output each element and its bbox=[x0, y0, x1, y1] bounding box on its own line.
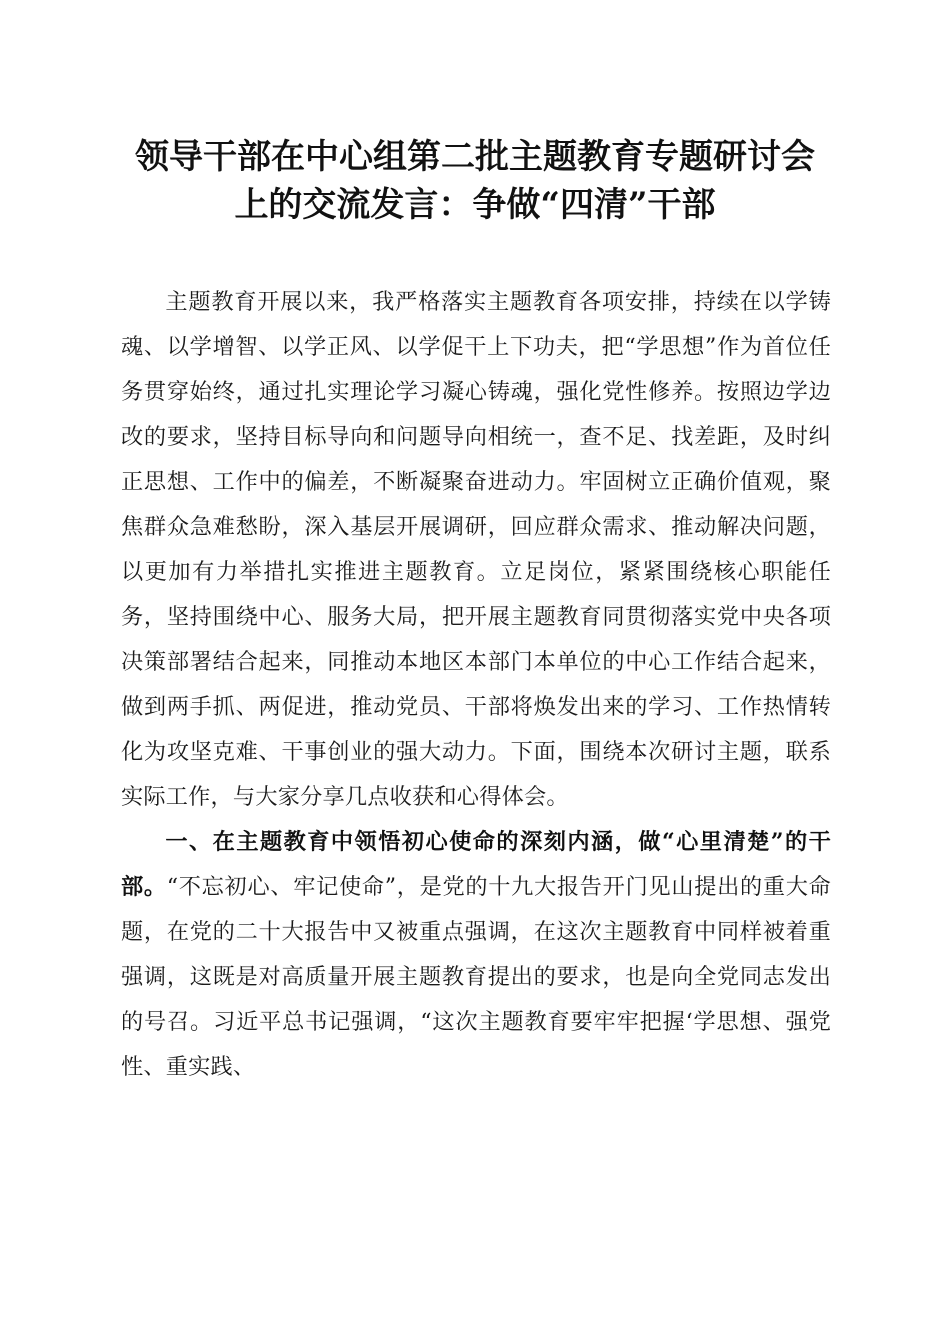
section-1-text: “不忘初心、牢记使命”，是党的十九大报告开门见山提出的重大命题，在党的二十大报告中又被重点强调，在这次主题教育中同样被着重强调，这既是对高质量开展主题教育提出的要求，也是向全党同志发出的号召。习近平总书记强调，“这次主题教育要牢牢把握‘学思想、强党性、重实践、 bbox=[121, 874, 831, 1080]
title-line-1: 领导干部在中心组第二批主题教育专题研讨会 bbox=[135, 137, 815, 177]
section-1-paragraph bbox=[121, 820, 831, 1090]
document-title bbox=[100, 133, 850, 229]
section-1-heading: 一、在主题教育中领悟初心使命的深刻内涵，做“心里清楚”的干部。 bbox=[121, 829, 831, 900]
title-line-2: 上的交流发言：争做“四清”干部 bbox=[234, 185, 716, 225]
intro-paragraph: 主题教育开展以来，我严格落实主题教育各项安排，持续在以学铸魂、以学增智、以学正风、以学促干上下功夫，把“学思想”作为首位任务贯穿始终，通过扎实理论学习凝心铸魂，强化党性修养。按照边学边改的要求，坚持目标导向和问题导向相统一，查不足、找差距，及时纠正思想、工作中的偏差，不断凝聚奋进动力。牢固树立正确价值观，聚焦群众急难愁盼，深入基层开展调研，回应群众需求、推动解决问题，以更加有力举措扎实推进主题教育。立足岗位，紧紧围绕核心职能任务，坚持围绕中心、服务大局，把开展主题教育同贯彻落实党中央各项决策部署结合起来，同推动本地区本部门本单位的中心工作结合起来，做到两手抓、两促进，推动党员、干部将焕发出来的学习、工作热情转化为攻坚克难、干事创业的强大动力。下面，围绕本次研讨主题，联系实际工作，与大家分享几点收获和心得体会。 bbox=[121, 289, 831, 810]
document-body bbox=[121, 280, 831, 1090]
